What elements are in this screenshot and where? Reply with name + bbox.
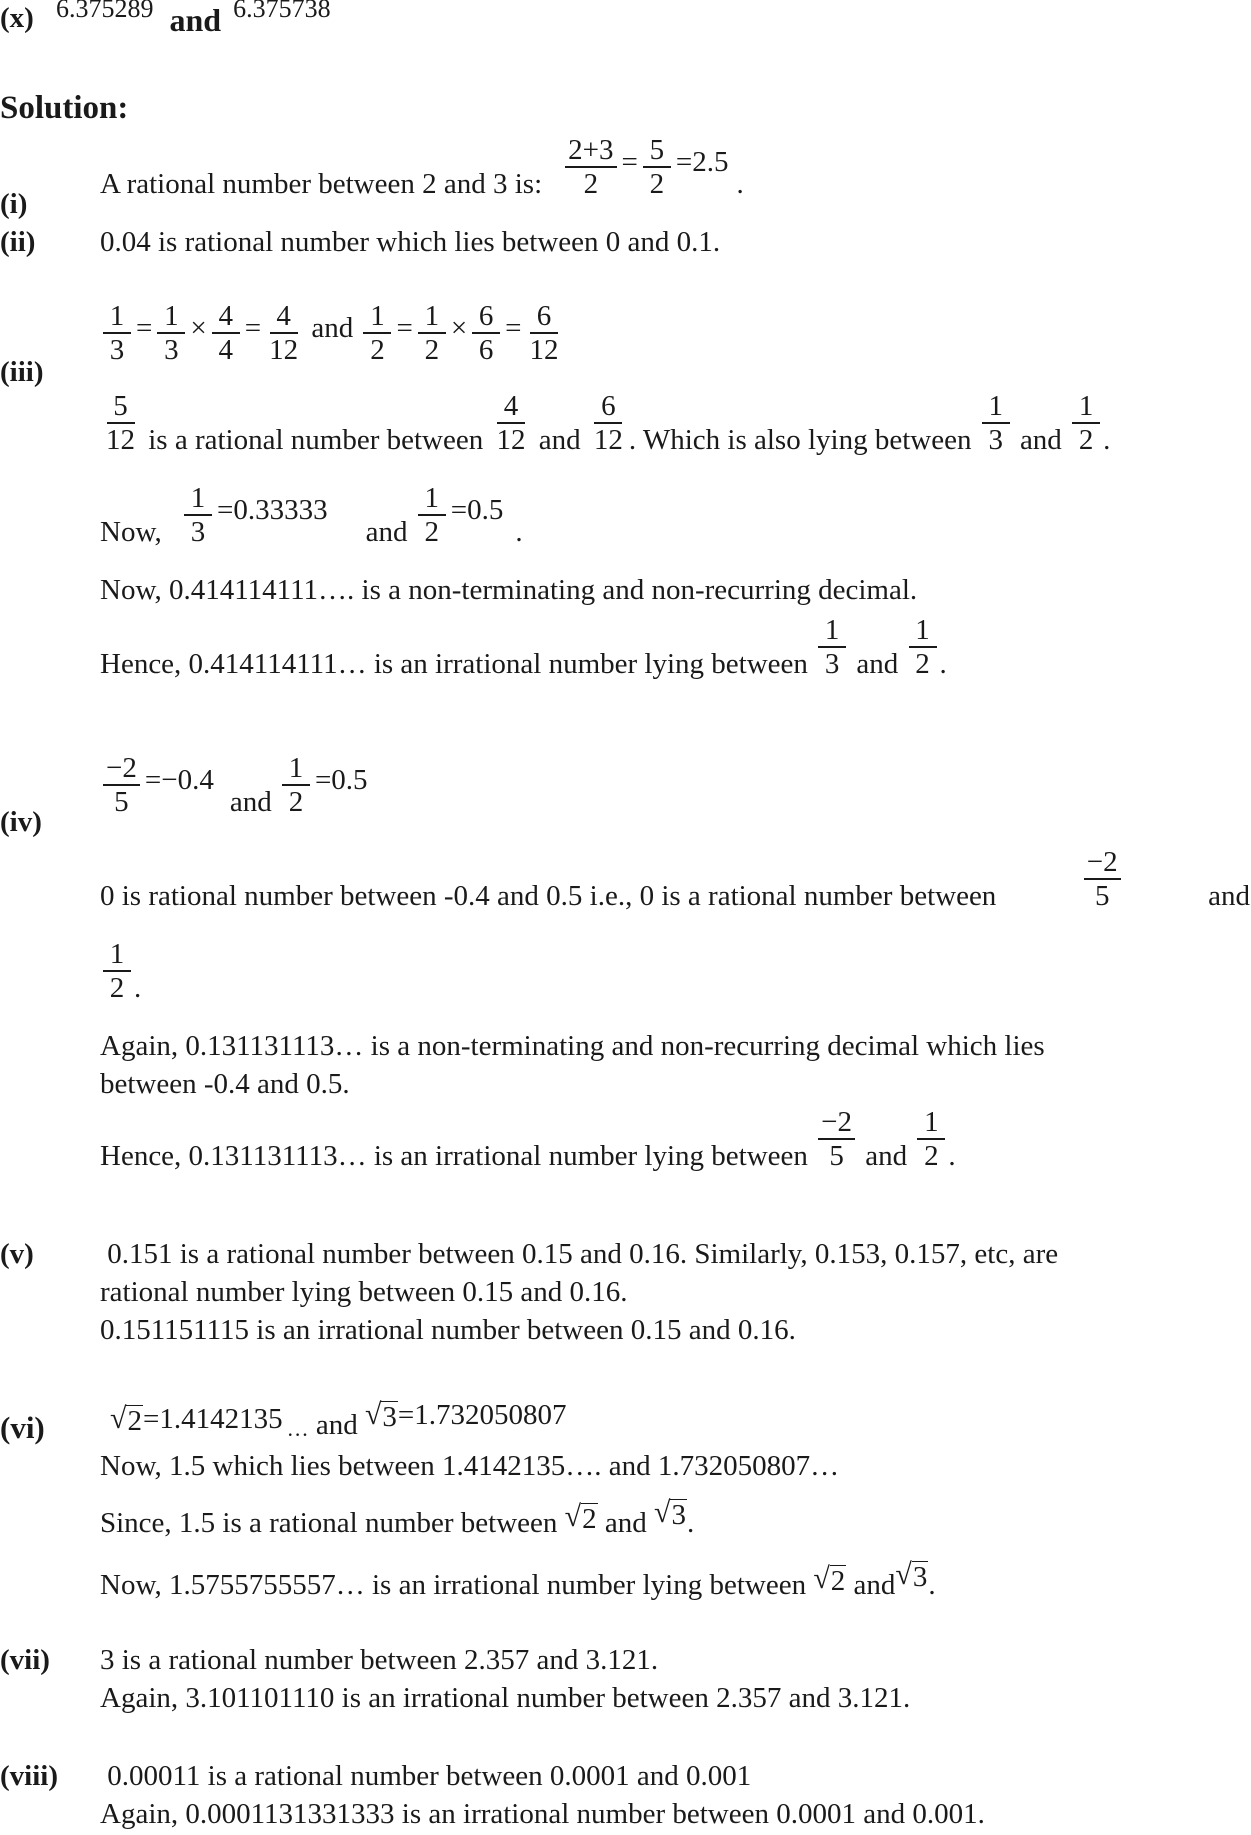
part-iii-row3: [100, 482, 523, 549]
part-i-line: [100, 134, 744, 201]
part-ii-label: (ii): [0, 226, 36, 258]
result: =2.5: [675, 145, 729, 178]
period: .: [948, 1139, 956, 1172]
fraction: $\frac{-2}{5}$: [1084, 846, 1121, 913]
period: .: [515, 515, 523, 548]
part-iv-row4: [100, 1030, 1250, 1063]
part-iii-row4: Now, 0.414114111…. is a non-terminating and non-recurring decimal.: [100, 574, 918, 606]
part-v-row3: 0.151151115 is an irrational number between 0.15 and 0.16.: [100, 1314, 796, 1346]
text: and: [1012, 423, 1070, 456]
question-line: [56, 0, 331, 39]
sqrt-3: √ 3: [895, 1558, 928, 1593]
sqrt-2: √ 2: [813, 1562, 846, 1597]
text: 0 is rational number between -0.4 and 0.5 i.e., 0 is a rational number between: [100, 879, 997, 912]
part-vii-label: (vii): [0, 1644, 50, 1676]
part-v-row1: 0.151 is a rational number between 0.15 and 0.16. Similarly, 0.153, 0.157, etc, are: [100, 1238, 1059, 1270]
part-iv-row1: [100, 752, 370, 819]
fraction: $\frac{1}{2}$: [418, 482, 446, 549]
text: Hence, 0.131131113… is an irrational number lying between: [100, 1139, 816, 1172]
part-ii-line: 0.04 is rational number which lies between 0 and 0.1.: [100, 226, 721, 258]
question-label: (x): [0, 2, 34, 34]
fraction: $\frac{5}{2}$: [643, 134, 671, 201]
fraction: $\frac{4}{4}$: [212, 300, 240, 367]
text: Now,: [100, 515, 170, 548]
part-iv-row3: [100, 938, 141, 1005]
sqrt-3: √ 3: [654, 1496, 686, 1531]
fraction: $\frac{6}{12}$: [593, 390, 623, 457]
value: =0.5: [450, 493, 504, 526]
equals: =: [505, 311, 522, 344]
period: .: [686, 1507, 695, 1539]
fraction: $\frac{1}{3}$: [157, 300, 185, 367]
and-word: and: [846, 1569, 896, 1601]
period: .: [736, 167, 744, 200]
equals: =: [136, 311, 153, 344]
period: .: [134, 971, 142, 1004]
and-word: and: [229, 785, 279, 818]
value: =0.33333: [217, 493, 328, 526]
value: =−0.4: [144, 763, 214, 796]
part-viii-row1: 0.00011 is a rational number between 0.0001 and 0.001: [100, 1760, 752, 1792]
fraction: $\frac{1}{2}$: [917, 1106, 945, 1173]
and-word: and: [308, 1409, 365, 1441]
text: .: [1103, 423, 1111, 456]
part-iv-row5: between -0.4 and 0.5.: [100, 1068, 350, 1100]
sqrt-2: √ 2: [564, 1500, 597, 1535]
part-iii-row5: [100, 614, 947, 681]
part-iv-row6: [100, 1106, 956, 1173]
sqrt-2: √ 2: [110, 1402, 142, 1437]
times: ×: [190, 311, 207, 344]
part-iii-row2: [100, 390, 1110, 457]
part-v-label: (v): [0, 1238, 34, 1270]
fraction: $\frac{1}{2}$: [282, 752, 310, 819]
text: Again, 0.131131113… is a non-terminating and non-recurring decimal which lies: [100, 1030, 1045, 1062]
part-vi-row2: Now, 1.5 which lies between 1.4142135…. and 1.732050807…: [100, 1450, 840, 1482]
value: =1.4142135: [142, 1403, 283, 1435]
part-i-label: (i): [0, 188, 28, 220]
part-vii-row1: 3 is a rational number between 2.357 and 3.121.: [100, 1644, 659, 1676]
and-word: and: [858, 1139, 915, 1172]
ellipsis: …: [286, 1416, 309, 1441]
part-vi-label: (vi): [0, 1410, 45, 1445]
and-word: and: [1208, 879, 1250, 912]
part-iii-row1: [100, 300, 565, 367]
fraction: $\frac{1}{2}$: [1072, 390, 1100, 457]
part-vii-row2: Again, 3.101101110 is an irrational number between 2.357 and 3.121.: [100, 1682, 911, 1714]
part-iv-label: (iv): [0, 806, 42, 838]
value: =1.732050807: [397, 1399, 567, 1431]
text: and: [531, 423, 588, 456]
text: Since, 1.5 is a rational number between: [100, 1507, 565, 1539]
times: ×: [450, 311, 468, 344]
fraction: $\frac{2+3}{2}$: [565, 134, 616, 201]
fraction: $\frac{4}{12}$: [496, 390, 526, 457]
part-viii-row2: Again, 0.0001131331333 is an irrational number between 0.0001 and 0.001.: [100, 1798, 985, 1830]
period: .: [928, 1569, 936, 1601]
and-word: and: [365, 515, 415, 548]
text: Now, 1.5755755557… is an irrational number lying between: [100, 1569, 814, 1601]
part-vi-row4: [100, 1558, 936, 1602]
fraction: $\frac{1}{3}$: [982, 390, 1010, 457]
fraction: $\frac{1}{2}$: [418, 300, 446, 367]
period: .: [939, 647, 947, 680]
fraction: $\frac{1}{2}$: [909, 614, 937, 681]
text: A rational number between 2 and 3 is:: [100, 167, 543, 200]
text: . Which is also lying between: [628, 423, 979, 456]
fraction: $\frac{6}{6}$: [472, 300, 500, 367]
text: is a rational number between: [141, 423, 491, 456]
fraction: $\frac{-2}{5}$: [818, 1106, 855, 1173]
part-v-row2: rational number lying between 0.15 and 0.16.: [100, 1276, 628, 1308]
equals: =: [244, 311, 262, 344]
part-iii-label: (iii): [0, 356, 44, 388]
solution-heading: Solution:: [0, 90, 129, 126]
sqrt-3: √ 3: [364, 1398, 397, 1433]
and-word: and: [169, 2, 222, 38]
fraction: $\frac{1}{2}$: [363, 300, 391, 367]
fraction: $\frac{4}{12}$: [269, 300, 299, 367]
and-word: and: [849, 647, 906, 680]
equals: =: [396, 311, 413, 344]
part-vi-row3: [100, 1496, 694, 1540]
number-b: 6.375738: [233, 0, 331, 23]
fraction: $\frac{-2}{5}$: [103, 752, 140, 819]
fraction: $\frac{1}{3}$: [184, 482, 212, 549]
fraction: $\frac{1}{3}$: [103, 300, 131, 367]
part-viii-label: (viii): [0, 1760, 58, 1792]
text: Hence, 0.414114111… is an irrational number lying between: [100, 647, 816, 680]
fraction: $\frac{6}{12}$: [529, 300, 559, 367]
part-iv-row2: [100, 846, 1250, 913]
fraction: $\frac{5}{12}$: [106, 390, 135, 457]
and-word: and: [304, 311, 361, 344]
fraction: $\frac{1}{2}$: [103, 938, 131, 1005]
and-word: and: [597, 1507, 655, 1539]
fraction: $\frac{1}{3}$: [818, 614, 846, 681]
part-vi-row1: [110, 1398, 567, 1441]
equals: =: [621, 145, 638, 178]
value: =0.5: [314, 763, 368, 796]
number-a: 6.375289: [56, 0, 154, 23]
